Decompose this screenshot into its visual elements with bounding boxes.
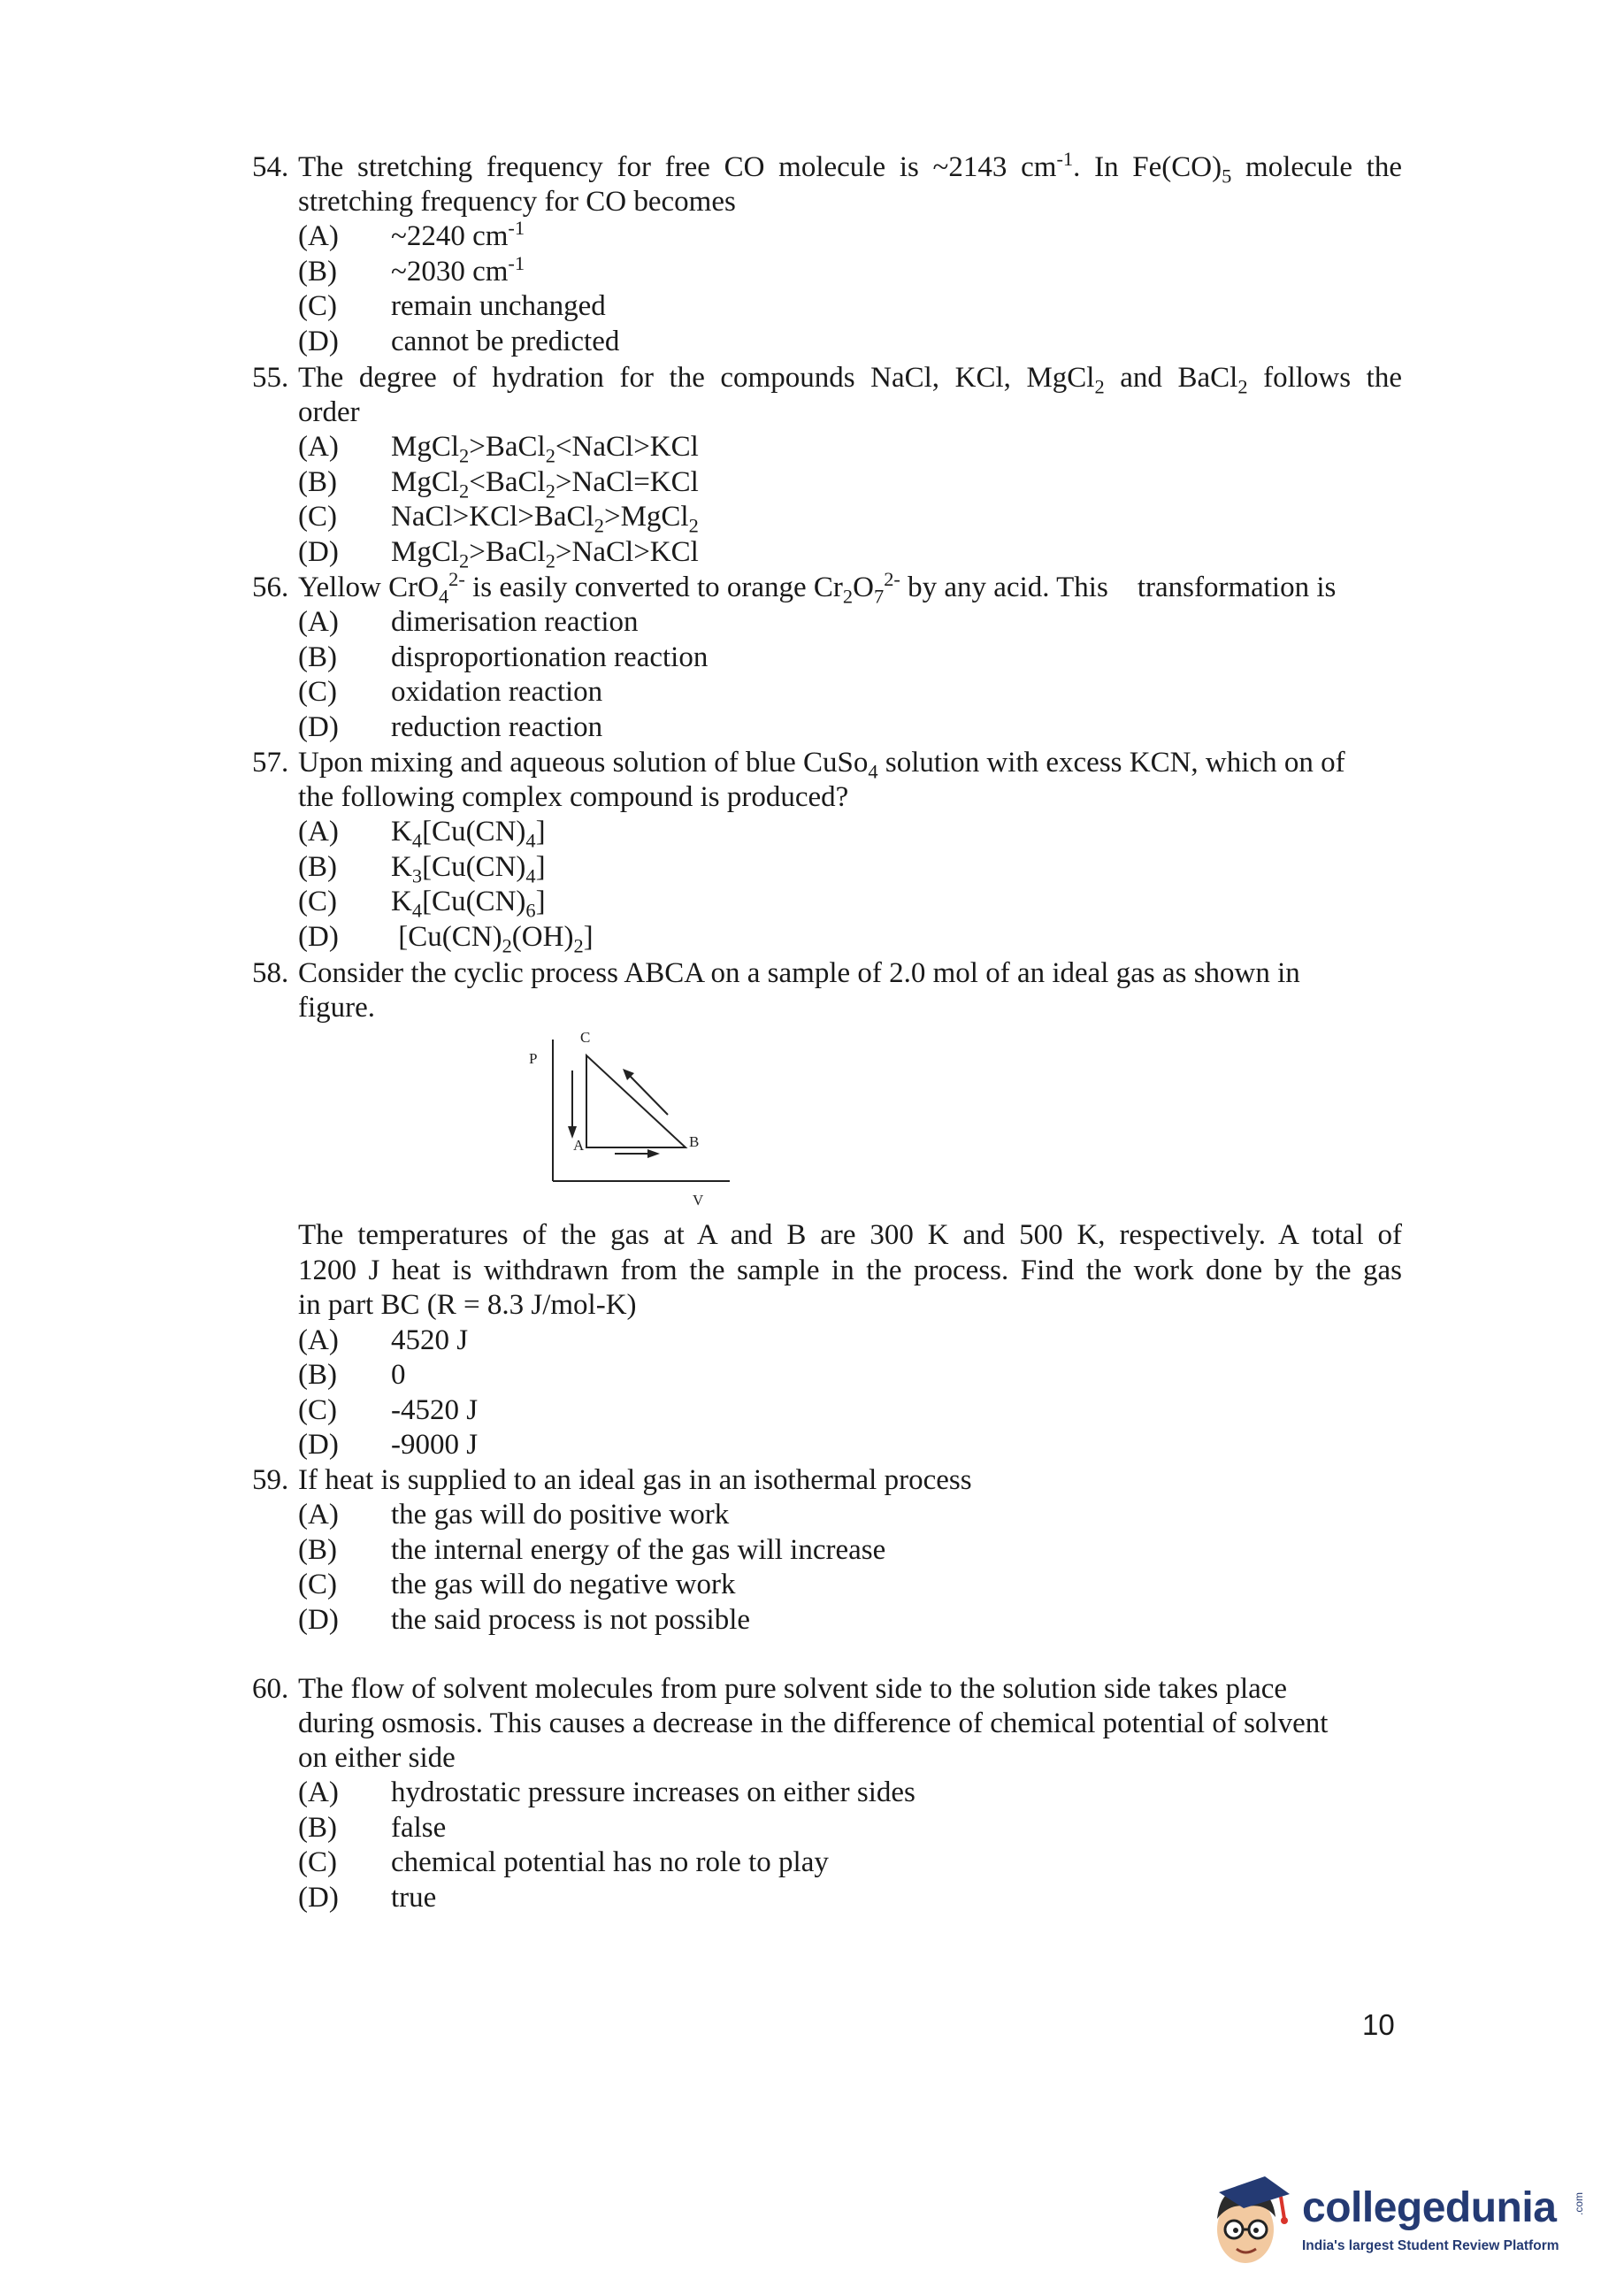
option-d: (D) MgCl$_2$>BaCl$_2$>NaCl>KCl: [298, 535, 699, 572]
logo-wordmark: collegedunia: [1302, 2184, 1557, 2231]
option-a: (A) MgCl$_2$>BaCl$_2$<NaCl>KCl: [298, 431, 699, 467]
question-stem: 56. Yellow CrO$_4^{2-}$ is easily converted to orange $Cr_2O_7^{2-}$ by any acid. This transformation is: [252, 568, 1337, 608]
pv-diagram: [513, 1022, 743, 1208]
question-stem-cont: figure.: [298, 992, 376, 1024]
option-c: (C) the gas will do negative work: [298, 1569, 736, 1600]
option-c: (C) -4520 J: [298, 1393, 479, 1426]
question-stem: 55. The degree of hydration for the compounds NaCl, KCl, MgCl$_2$ and BaCl$_2$ follows the: [252, 362, 1402, 398]
option-b: (B) the internal energy of the gas will increase: [298, 1533, 886, 1566]
question-stem: 54. The stretching frequency for free CO molecule is ~2143 $cm^{-1}$. In $Fe(CO)_5$ molecule the: [252, 148, 1403, 188]
question-58: [252, 956, 1402, 1025]
option-b: (B) false: [298, 1811, 447, 1844]
label-b: B: [689, 1133, 700, 1150]
option-b: (B) ~2030 $cm^{-1}$: [298, 251, 525, 288]
cycle-triangle: [586, 1055, 686, 1147]
question-stem-cont: order: [298, 396, 360, 428]
question-stem: 57. Upon mixing and aqueous solution of blue CuSo$_4$ solution with excess KCN, which on of: [252, 747, 1345, 783]
question-59: [252, 1463, 1402, 1638]
question-58-body: [298, 1218, 1402, 1463]
question-stem-cont: stretching frequency for CO becomes: [298, 186, 736, 218]
body-line: in part BC (R = 8.3 J/mol-K): [298, 1289, 637, 1321]
question-57: [252, 746, 1402, 955]
question-stem-cont: during osmosis. This causes a decrease in the difference of chemical potential of solvent: [298, 1707, 1329, 1739]
option-b: (B) MgCl$_2$<BaCl$_2$>NaCl=KCl: [298, 465, 699, 503]
option-a: (A) ~2240 $cm^{-1}$: [298, 217, 525, 252]
label-p: P: [529, 1050, 538, 1067]
question-stem: 60. The flow of solvent molecules from pure solvent side to the solution side takes place: [252, 1673, 1288, 1705]
arrow-bc: [629, 1075, 668, 1115]
option-a: (A) the gas will do positive work: [298, 1499, 730, 1531]
body-line: 1200 J heat is withdrawn from the sample in the process. Find the work done by the gas: [298, 1254, 1402, 1286]
collegedunia-logo: [1203, 2168, 1592, 2265]
arrow-ab-head: [647, 1149, 660, 1158]
label-a: A: [573, 1137, 585, 1154]
body-line: The temperatures of the gas at A and B are 300 K and 500 K, respectively. A total of: [298, 1219, 1402, 1251]
logo-suffix: .com: [1573, 2192, 1585, 2216]
question-56: [252, 568, 1402, 745]
option-b: (B) 0: [298, 1359, 406, 1391]
page-number: 10: [1362, 2008, 1395, 2041]
question-55: [252, 361, 1402, 570]
option-a: (A) $K_4[Cu(CN)_4]$: [298, 816, 546, 852]
option-a: (A) 4520 J: [298, 1324, 469, 1356]
option-b: (B) disproportionation reaction: [298, 641, 709, 673]
option-d: (D) cannot be predicted: [298, 325, 620, 357]
question-stem-cont: on either side: [298, 1742, 456, 1774]
option-c: (C) oxidation reaction: [298, 676, 603, 708]
label-c: C: [580, 1029, 591, 1046]
option-c: (C) chemical potential has no role to play: [298, 1846, 829, 1878]
option-a: (A) hydrostatic pressure increases on either sides: [298, 1776, 915, 1808]
question-60: [252, 1672, 1402, 1915]
option-c: (C) $K_4[Cu(CN)_6]$: [298, 886, 546, 922]
option-d: (D) the said process is not possible: [298, 1603, 751, 1636]
mascot-icon: [1203, 2168, 1300, 2269]
question-54: [252, 150, 1402, 359]
question-stem: 58. Consider the cyclic process ABCA on a sample of 2.0 mol of an ideal gas as shown in: [252, 957, 1300, 989]
question-stem-cont: the following complex compound is produced?: [298, 781, 849, 813]
option-d: (D) true: [298, 1881, 437, 1914]
option-d: (D) $[Cu(CN)_2(OH)_2]$: [298, 920, 594, 957]
question-stem: 59. If heat is supplied to an ideal gas in an isothermal process: [252, 1464, 972, 1496]
option-d: (D) reduction reaction: [298, 710, 603, 743]
option-c: (C) remain unchanged: [298, 290, 606, 322]
option-b: (B) $K_3[Cu(CN)_4]$: [298, 850, 546, 887]
label-v: V: [693, 1192, 704, 1208]
option-d: (D) -9000 J: [298, 1429, 479, 1461]
option-a: (A) dimerisation reaction: [298, 606, 639, 638]
logo-tagline: India's largest Student Review Platform: [1302, 2238, 1559, 2253]
option-c: (C) NaCl>KCl>BaCl$_2$>MgCl$_2$: [298, 501, 699, 537]
